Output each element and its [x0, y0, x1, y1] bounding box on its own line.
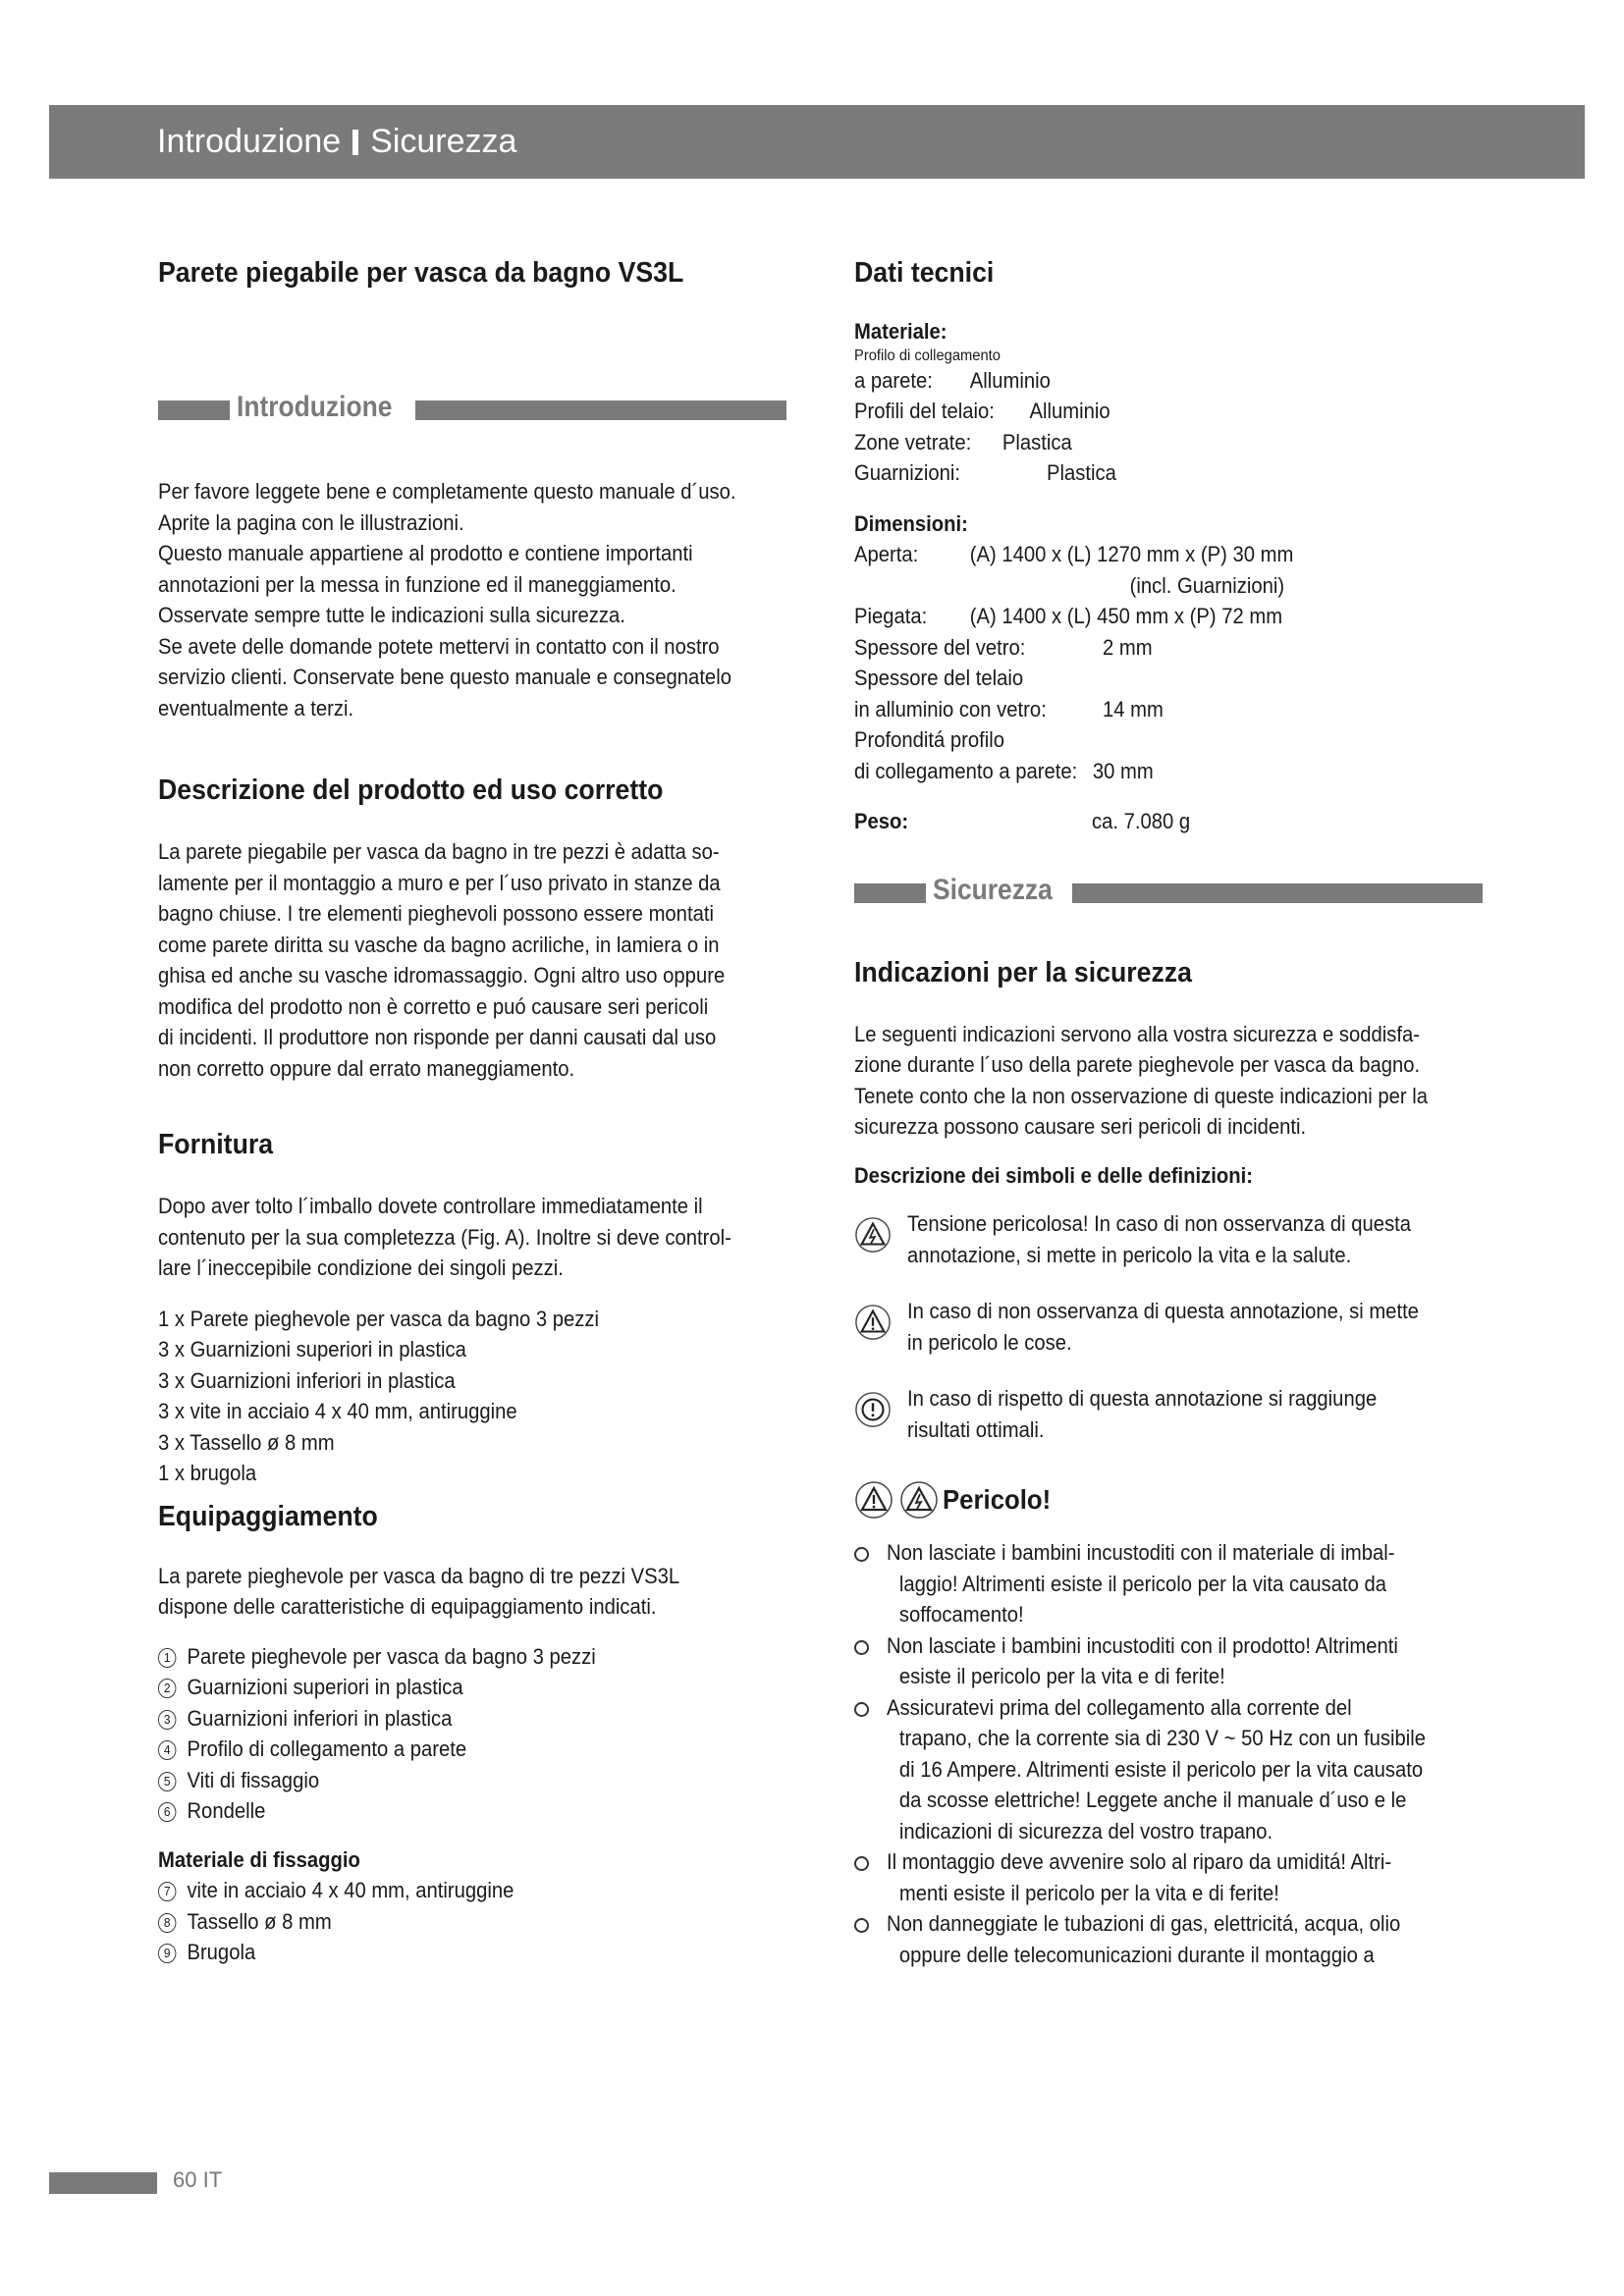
peso-label: Peso: — [854, 809, 909, 833]
bullet-line: di 16 Ampere. Altrimenti esiste il pericolo per la vita causato — [898, 1756, 1424, 1782]
circled-number: 6 — [158, 1802, 176, 1822]
bullet-line: laggio! Altrimenti esiste il pericolo per la vita causato da — [898, 1571, 1387, 1596]
dim-value: 30 mm — [1092, 758, 1154, 783]
safety-line: zione durante l´uso della parete pieghevole per vasca da bagno. — [854, 1052, 1421, 1077]
header-subsection: Sicurezza — [370, 123, 517, 160]
bullet-icon — [854, 1640, 869, 1655]
danger-label: Pericolo! — [943, 1484, 1052, 1515]
intro-line: Questo manuale appartiene al prodotto e contiene importanti — [158, 541, 693, 565]
dim-value: (A) 1400 x (L) 450 mm x (P) 72 mm — [969, 604, 1283, 628]
list-item — [158, 1765, 736, 1796]
list-item — [158, 1672, 736, 1703]
right-column — [854, 245, 1483, 1970]
circled-number: 3 — [158, 1710, 176, 1730]
materiale-row — [854, 427, 1433, 458]
dim-key: Spessore del vetro: — [854, 634, 1026, 660]
intro-line: Per favore leggete bene e completamente questo manuale d´uso. — [158, 479, 736, 504]
list-item-text: vite in acciaio 4 x 40 mm, antiruggine — [187, 1878, 514, 1902]
materiale-value: Alluminio — [1029, 399, 1110, 423]
list-item: 3 x vite in acciaio 4 x 40 mm, antiruggine — [158, 1399, 517, 1423]
bullet-line: trapano, che la corrente sia di 230 V ~ 50 Hz con un fusibile — [898, 1726, 1427, 1750]
danger-list — [854, 1537, 1483, 1970]
description-paragraph — [158, 836, 786, 1084]
fissaggio-title: Materiale di fissaggio — [158, 1846, 360, 1872]
intro-line: Se avete delle domande potete mettervi in contatto con il nostro — [158, 633, 720, 659]
materiale-key: Zone vetrate: — [854, 429, 972, 454]
bullet-line: Non lasciate i bambini incustoditi con il materiale di imbal- — [887, 1540, 1395, 1565]
bullet-line: soffocamento! — [898, 1602, 1024, 1627]
caution-icon — [854, 1480, 893, 1520]
materiale-row — [854, 396, 1433, 427]
intro-paragraph — [158, 476, 786, 723]
bullet-line: Il montaggio deve avvenire solo al riparo da umiditá! Altri- — [887, 1849, 1392, 1874]
bullet-line: Non danneggiate le tubazioni di gas, elettricitá, acqua, olio — [887, 1911, 1401, 1936]
list-item-text: Viti di fissaggio — [187, 1767, 320, 1792]
list-item-text: Tassello ø 8 mm — [187, 1908, 332, 1934]
list-item — [158, 1937, 736, 1968]
list-item — [158, 1734, 736, 1765]
dim-row — [854, 570, 1433, 602]
dim-key: Piegata: — [854, 604, 928, 628]
materiale-key: a parete: — [854, 367, 933, 393]
fornitura-line: Dopo aver tolto l´imballo dovete controllare immediatamente il — [158, 1194, 703, 1218]
list-item — [158, 1641, 736, 1673]
list-item — [158, 1703, 736, 1735]
warning-line: in pericolo le cose. — [907, 1329, 1072, 1355]
dim-value: (A) 1400 x (L) 1270 mm x (P) 30 mm — [969, 542, 1294, 566]
dim-key: Aperta: — [854, 542, 919, 566]
dim-value: 2 mm — [1103, 634, 1153, 660]
list-item — [158, 1906, 736, 1938]
list-item: 1 x brugola — [158, 1461, 257, 1485]
circled-number: 9 — [158, 1944, 176, 1963]
materiale-value: Plastica — [1046, 460, 1116, 485]
dim-indent — [854, 570, 1130, 602]
peso-value: ca. 7.080 g — [1091, 809, 1191, 833]
intro-line: eventualmente a terzi. — [158, 695, 354, 721]
bullet-line: menti esiste il pericolo per la vita e di ferite! — [898, 1880, 1279, 1905]
band-bar-left — [158, 400, 230, 420]
list-item — [854, 1630, 1483, 1692]
band-label: Introduzione — [237, 391, 393, 423]
warning-text — [907, 1208, 1455, 1270]
bullet-line: Non lasciate i bambini incustoditi con il prodotto! Altrimenti — [887, 1632, 1398, 1658]
safety-line: sicurezza possono causare seri pericoli di incidenti. — [854, 1114, 1307, 1139]
fornitura-list — [158, 1304, 786, 1489]
materiale-key: Profili del telaio: — [854, 399, 995, 423]
materiale-key: Guarnizioni: — [854, 460, 960, 485]
header-bar — [49, 105, 1585, 179]
product-title: Parete piegabile per vasca da bagno VS3L — [158, 257, 684, 289]
fissaggio-list — [158, 1875, 786, 1968]
bullet-line: oppure delle telecomunicazioni durante il montaggio a — [898, 1942, 1375, 1967]
peso-row — [854, 806, 1433, 837]
bullet-icon — [854, 1702, 869, 1717]
note-line: risultati ottimali. — [907, 1416, 1045, 1442]
equipaggiamento-paragraph — [158, 1561, 786, 1623]
safety-line: Le seguenti indicazioni servono alla vostra sicurezza e soddisfa- — [854, 1021, 1421, 1046]
list-item: 3 x Guarnizioni superiori in plastica — [158, 1337, 466, 1362]
warning-line: annotazione, si mette in pericolo la vita e la salute. — [907, 1242, 1352, 1267]
materiale-key: Profilo di collegamento — [854, 347, 1001, 364]
band-bar-right — [415, 400, 786, 420]
safety-line: Tenete conto che la non osservazione di queste indicazioni per la — [854, 1083, 1428, 1108]
header-separator — [352, 130, 358, 155]
dim-row — [854, 756, 1433, 787]
fornitura-line: lare l´ineccepibile condizione dei singoli pezzi. — [158, 1255, 564, 1280]
dimensioni-label: Dimensioni: — [854, 510, 968, 536]
exclamation-circle-icon — [854, 1391, 892, 1428]
dim-key: di collegamento a parete: — [854, 758, 1078, 783]
dim-row — [854, 724, 1433, 756]
description-line: La parete piegabile per vasca da bagno in tre pezzi è adatta so- — [158, 839, 720, 864]
circled-number: 8 — [158, 1913, 176, 1933]
bullet-line: Assicuratevi prima del collegamento alla corrente del — [887, 1694, 1352, 1720]
list-item-text: Parete pieghevole per vasca da bagno 3 pezzi — [187, 1643, 596, 1669]
dim-row — [854, 694, 1433, 725]
electric-warning-icon — [899, 1480, 939, 1520]
warning-electric — [854, 1208, 1483, 1270]
description-line: di incidenti. Il produttore non risponde per danni causati dal uso — [158, 1025, 717, 1049]
footer-bar — [49, 2172, 157, 2194]
fornitura-paragraph — [158, 1191, 786, 1284]
warning-line: In caso di non osservanza di questa annotazione, si mette — [907, 1299, 1419, 1323]
intro-line: Osservate sempre tutte le indicazioni sulla sicurezza. — [158, 603, 625, 627]
list-item-text: Guarnizioni inferiori in plastica — [187, 1705, 453, 1731]
band-label: Sicurezza — [933, 873, 1053, 906]
circled-number: 5 — [158, 1772, 176, 1791]
materiale-row — [854, 457, 1433, 489]
dim-key: in alluminio con vetro: — [854, 696, 1047, 721]
safety-title: Indicazioni per la sicurezza — [854, 956, 1192, 988]
list-item-text: Guarnizioni superiori in plastica — [187, 1675, 463, 1699]
bullet-line: indicazioni di sicurezza del vostro trapano. — [898, 1818, 1273, 1843]
description-line: come parete diritta su vasche da bagno acriliche, in lamiera o in — [158, 932, 720, 957]
equipaggiamento-title: Equipaggiamento — [158, 1500, 378, 1532]
dim-key: Spessore del telaio — [854, 666, 1024, 690]
materiale-label: Materiale: — [854, 319, 947, 344]
fornitura-line: contenuto per la sua completezza (Fig. A). Inoltre si deve control- — [158, 1224, 731, 1250]
dim-row — [854, 632, 1433, 664]
intro-line: Aprite la pagina con le illustrazioni. — [158, 509, 464, 535]
danger-heading — [854, 1480, 1483, 1520]
dim-value: 14 mm — [1103, 696, 1164, 721]
note-tip — [854, 1383, 1483, 1445]
dim-key: Profonditá profilo — [854, 727, 1005, 752]
materiale-row — [854, 365, 1433, 397]
description-line: ghisa ed anche su vasche idromassaggio. Ogni altro uso oppure — [158, 963, 726, 988]
warning-line: Tensione pericolosa! In caso di non osservanza di questa — [907, 1211, 1412, 1236]
equipaggiamento-line: La parete pieghevole per vasca da bagno di tre pezzi VS3L — [158, 1563, 680, 1588]
description-line: lamente per il montaggio a muro e per l´uso privato in stanze da — [158, 870, 721, 895]
caution-icon — [854, 1304, 892, 1341]
symbols-title: Descrizione dei simboli e delle definizioni: — [854, 1162, 1254, 1188]
list-item — [854, 1908, 1483, 1970]
note-line: In caso di rispetto di questa annotazione si raggiunge — [907, 1386, 1378, 1411]
fornitura-title: Fornitura — [158, 1129, 274, 1160]
list-item — [854, 1846, 1483, 1908]
bullet-icon — [854, 1547, 869, 1562]
intro-line: servizio clienti. Conservate bene questo manuale e consegnatelo — [158, 665, 731, 689]
list-item — [158, 1875, 736, 1906]
circled-number: 1 — [158, 1648, 176, 1668]
list-item-text: Rondelle — [187, 1798, 266, 1823]
equipaggiamento-list — [158, 1641, 786, 1827]
warning-text — [907, 1296, 1463, 1358]
list-item: 3 x Guarnizioni inferiori in plastica — [158, 1367, 456, 1393]
dim-row — [854, 539, 1433, 570]
list-item — [158, 1795, 736, 1827]
equipaggiamento-line: dispone delle caratteristiche di equipaggiamento indicati. — [158, 1594, 657, 1619]
band-bar-right — [1072, 883, 1483, 903]
band-bar-left — [854, 883, 926, 903]
section-band-sicurezza — [854, 873, 1483, 906]
description-line: non corretto oppure dal errato maneggiamento. — [158, 1055, 575, 1081]
materiale-value: Alluminio — [969, 367, 1051, 393]
bullet-line: da scosse elettriche! Leggete anche il manuale d´uso e le — [898, 1788, 1407, 1812]
description-line: modifica del prodotto non è corretto e puó causare seri pericoli — [158, 993, 709, 1019]
header-section: Introduzione — [157, 123, 342, 160]
circled-number: 4 — [158, 1740, 176, 1760]
description-line: bagno chiuse. I tre elementi pieghevoli possono essere montati — [158, 901, 714, 926]
bullet-icon — [854, 1918, 869, 1933]
bullet-line: esiste il pericolo per la vita e di ferite! — [898, 1664, 1225, 1688]
electric-warning-icon — [854, 1216, 892, 1254]
list-item-text: Brugola — [187, 1940, 256, 1964]
warning-general — [854, 1296, 1483, 1358]
list-item: 1 x Parete pieghevole per vasca da bagno 3 pezzi — [158, 1306, 599, 1331]
safety-paragraph — [854, 1019, 1483, 1143]
page-number: 60 IT — [173, 2167, 223, 2192]
dim-note: (incl. Guarnizioni) — [1129, 572, 1285, 598]
bullet-icon — [854, 1856, 869, 1871]
tech-title: Dati tecnici — [854, 257, 995, 289]
circled-number: 2 — [158, 1679, 176, 1698]
dim-row — [854, 663, 1433, 694]
list-item — [854, 1692, 1483, 1847]
description-title: Descrizione del prodotto ed uso corretto — [158, 774, 664, 806]
materiale-row — [854, 347, 1433, 365]
list-item-text: Profilo di collegamento a parete — [187, 1736, 467, 1761]
section-band-introduzione — [158, 391, 786, 423]
circled-number: 7 — [158, 1882, 176, 1901]
list-item — [854, 1537, 1483, 1630]
list-item: 3 x Tassello ø 8 mm — [158, 1429, 335, 1455]
materiale-value: Plastica — [1001, 429, 1072, 454]
left-column — [158, 245, 786, 1968]
note-text — [907, 1383, 1418, 1445]
dim-row — [854, 601, 1433, 632]
intro-line: annotazioni per la messa in funzione ed il maneggiamento. — [158, 571, 677, 597]
